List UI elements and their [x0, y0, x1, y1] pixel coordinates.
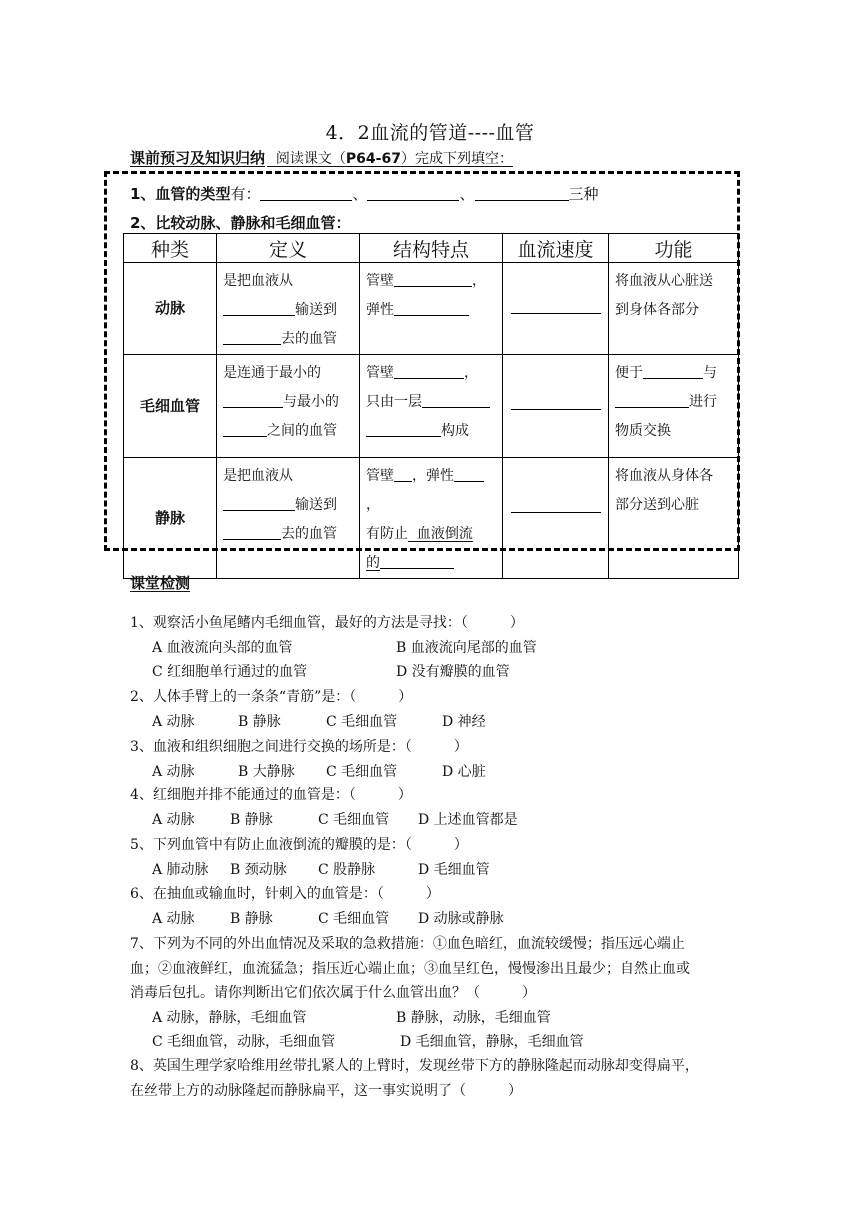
- blank-capillary-made[interactable]: [366, 420, 441, 437]
- def-capillary: [217, 355, 360, 458]
- q1-label: 1、血管的类型: [130, 185, 231, 203]
- question-vessel-types: [130, 183, 599, 204]
- func-vein-line1: 将血液从身体各: [615, 468, 713, 484]
- func-capillary-and: 与: [703, 365, 717, 381]
- blank-artery-from[interactable]: [223, 299, 295, 316]
- def-vein-line1: 是把血液从: [223, 468, 293, 484]
- blank-type-1[interactable]: [260, 184, 352, 201]
- comparison-table: [123, 233, 739, 579]
- blank-artery-elastic[interactable]: [394, 299, 469, 316]
- blank-type-3[interactable]: [475, 184, 569, 201]
- kind-capillary: 毛细血管: [124, 355, 217, 458]
- blank-vein-speed[interactable]: [511, 498, 601, 513]
- q1-text: 有：: [230, 185, 261, 203]
- struct-artery-wall: 管壁: [366, 273, 394, 289]
- kind-artery: 动脉: [124, 263, 217, 355]
- def-capillary-line3: 之间的血管: [267, 423, 337, 439]
- q2-option-a[interactable]: A 动脉: [152, 714, 195, 730]
- q3-option-a[interactable]: A 动脉: [152, 764, 195, 780]
- blank-capillary-wall[interactable]: [394, 362, 464, 379]
- q3-option-c[interactable]: C 毛细血管: [326, 764, 398, 780]
- question-7-line2: 血；②血液鲜红，血流猛急；指压近心端止血；③血呈红色，慢慢渗出且最少；自然止血或: [130, 961, 690, 977]
- q4-option-a[interactable]: A 动脉: [152, 812, 195, 828]
- blank-capillary-1[interactable]: [223, 391, 283, 408]
- preview-intro: [267, 151, 513, 167]
- intro-suffix: ）完成下列填空：: [400, 151, 513, 167]
- def-artery-line3: 去的血管: [281, 331, 337, 347]
- header-function: 功能: [609, 234, 739, 263]
- q1-suffix: 三种: [568, 185, 599, 203]
- header-definition: 定义: [217, 234, 360, 263]
- speed-artery: [503, 263, 609, 355]
- def-artery-line2: 输送到: [295, 302, 337, 318]
- func-capillary-exchange: 物质交换: [615, 423, 671, 439]
- header-kind: 种类: [124, 234, 217, 263]
- q1-sep2: 、: [459, 185, 475, 203]
- preview-section-header: [130, 147, 513, 168]
- q4-option-d[interactable]: D 上述血管都是: [418, 812, 518, 828]
- func-artery-line1: 将血液从心脏送: [615, 273, 713, 289]
- preview-heading: 课前预习及知识归纳: [130, 149, 266, 167]
- struct-capillary: [360, 355, 503, 458]
- blank-capillary-func2[interactable]: [615, 391, 689, 408]
- struct-vein-comma: ，: [366, 497, 380, 513]
- question-3: 3、血液和组织细胞之间进行交换的场所是：（ ）: [130, 739, 468, 755]
- q1-option-c[interactable]: C 红细胞单行通过的血管: [152, 664, 308, 680]
- def-vein-line2: 输送到: [295, 497, 337, 513]
- struct-artery-elastic: 弹性: [366, 302, 394, 318]
- kind-vein: 静脉: [124, 458, 217, 579]
- func-vein-line2: 部分送到心脏: [615, 497, 699, 513]
- intro-prefix: 阅读课文（: [275, 151, 346, 167]
- question-1: 1、观察活小鱼尾鳍内毛细血管，最好的方法是寻找：（ ）: [130, 615, 524, 631]
- intro-pages: P64-67: [345, 151, 401, 167]
- page-title: 4．2血流的管道----血管: [325, 122, 535, 144]
- blank-vein-elastic[interactable]: [454, 465, 484, 482]
- question-5: 5、下列血管中有防止血液倒流的瓣膜的是：（ ）: [130, 837, 468, 853]
- table-row-vein: [124, 458, 739, 579]
- q7-option-d[interactable]: D 毛细血管，静脉，毛细血管: [400, 1034, 584, 1050]
- func-vein: [609, 458, 739, 579]
- blank-vein-to[interactable]: [223, 523, 281, 540]
- q6-option-b[interactable]: B 静脉: [230, 911, 273, 927]
- table-row-artery: [124, 263, 739, 355]
- struct-capillary-layer: 只由一层: [366, 394, 422, 410]
- def-vein: [217, 458, 360, 579]
- q5-option-c[interactable]: C 股静脉: [318, 862, 376, 878]
- speed-vein: [503, 458, 609, 579]
- struct-artery-comma: ，: [472, 273, 486, 289]
- q1-option-b[interactable]: B 血液流向尾部的血管: [396, 640, 537, 656]
- question-compare: 2、比较动脉、静脉和毛细血管：: [130, 214, 351, 232]
- question-2: 2、人体手臂上的一条条“青筋”是：（ ）: [130, 689, 413, 705]
- blank-capillary-2[interactable]: [223, 420, 267, 437]
- struct-vein-backflow: 血液倒流: [408, 526, 473, 542]
- question-6: 6、在抽血或输血时，针刺入的血管是：（ ）: [130, 886, 440, 902]
- q2-option-d[interactable]: D 神经: [442, 714, 486, 730]
- q7-option-c[interactable]: C 毛细血管，动脉，毛细血管: [152, 1034, 336, 1050]
- q6-option-c[interactable]: C 毛细血管: [318, 911, 390, 927]
- blank-capillary-layer[interactable]: [422, 391, 490, 408]
- header-structure: 结构特点: [360, 234, 503, 263]
- q1-option-d[interactable]: D 没有瓣膜的血管: [396, 664, 510, 680]
- q4-option-c[interactable]: C 毛细血管: [318, 812, 390, 828]
- blank-capillary-speed[interactable]: [511, 395, 601, 410]
- def-vein-line3: 去的血管: [281, 526, 337, 542]
- blank-capillary-func1[interactable]: [643, 362, 703, 379]
- q3-option-d[interactable]: D 心脏: [442, 764, 486, 780]
- q2-option-b[interactable]: B 静脉: [238, 714, 281, 730]
- q2-option-c[interactable]: C 毛细血管: [326, 714, 398, 730]
- question-7-line1: 7、下列为不同的外出血情况及采取的急救措施：①血色暗红，血流较缓慢；指压远心端止: [130, 936, 685, 952]
- struct-vein-wall: 管壁: [366, 468, 394, 484]
- q4-option-b[interactable]: B 静脉: [230, 812, 273, 828]
- blank-vein-from[interactable]: [223, 494, 295, 511]
- def-capillary-line1: 是连通于最小的: [223, 365, 321, 381]
- struct-vein-elastic: ，弹性: [412, 468, 454, 484]
- q7-option-a[interactable]: A 动脉，静脉，毛细血管: [152, 1010, 307, 1026]
- def-artery: [217, 263, 360, 355]
- struct-capillary-made: 构成: [441, 423, 469, 439]
- blank-vein-wall[interactable]: [394, 465, 412, 482]
- blank-artery-wall[interactable]: [394, 270, 472, 287]
- blank-vein-valve[interactable]: [380, 552, 454, 569]
- struct-capillary-comma: ，: [464, 365, 478, 381]
- q1-sep1: 、: [352, 185, 368, 203]
- q5-option-a[interactable]: A 肺动脉: [152, 862, 209, 878]
- blank-artery-to[interactable]: [223, 328, 281, 345]
- func-artery-line2: 到身体各部分: [615, 302, 699, 318]
- blank-artery-speed[interactable]: [511, 299, 601, 314]
- test-heading: 课堂检测: [130, 574, 191, 592]
- q3-option-b[interactable]: B 大静脉: [238, 764, 295, 780]
- question-4: 4、红细胞并排不能通过的血管是：（ ）: [130, 787, 412, 803]
- struct-vein: [360, 458, 503, 579]
- def-capillary-line2: 与最小的: [283, 394, 339, 410]
- def-artery-line1: 是把血液从: [223, 273, 293, 289]
- question-8-line2: 在丝带上方的动脉隆起而静脉扁平，这一事实说明了（ ）: [130, 1083, 522, 1099]
- q7-option-b[interactable]: B 静脉，动脉，毛细血管: [396, 1010, 551, 1026]
- struct-vein-of: 的: [366, 555, 380, 571]
- struct-vein-prevent: 有防止: [366, 526, 408, 542]
- struct-artery: [360, 263, 503, 355]
- blank-type-2[interactable]: [367, 184, 459, 201]
- q1-option-a[interactable]: A 血液流向头部的血管: [152, 640, 293, 656]
- q6-option-a[interactable]: A 动脉: [152, 911, 195, 927]
- question-7-line3: 消毒后包扎。请你判断出它们依次属于什么血管出血？（ ）: [130, 985, 536, 1001]
- q5-option-d[interactable]: D 毛细血管: [418, 862, 490, 878]
- q6-option-d[interactable]: D 动脉或静脉: [418, 911, 504, 927]
- speed-capillary: [503, 355, 609, 458]
- func-artery: [609, 263, 739, 355]
- header-speed: 血流速度: [503, 234, 609, 263]
- question-8-line1: 8、英国生理学家哈维用丝带扎紧人的上臂时，发现丝带下方的静脉隆起而动脉却变得扁平，: [130, 1058, 699, 1074]
- func-capillary: [609, 355, 739, 458]
- func-capillary-conduct: 进行: [689, 394, 717, 410]
- struct-capillary-wall: 管壁: [366, 365, 394, 381]
- func-capillary-facilitate: 便于: [615, 365, 643, 381]
- table-row-capillary: [124, 355, 739, 458]
- q5-option-b[interactable]: B 颈动脉: [230, 862, 287, 878]
- table-header-row: [124, 234, 739, 263]
